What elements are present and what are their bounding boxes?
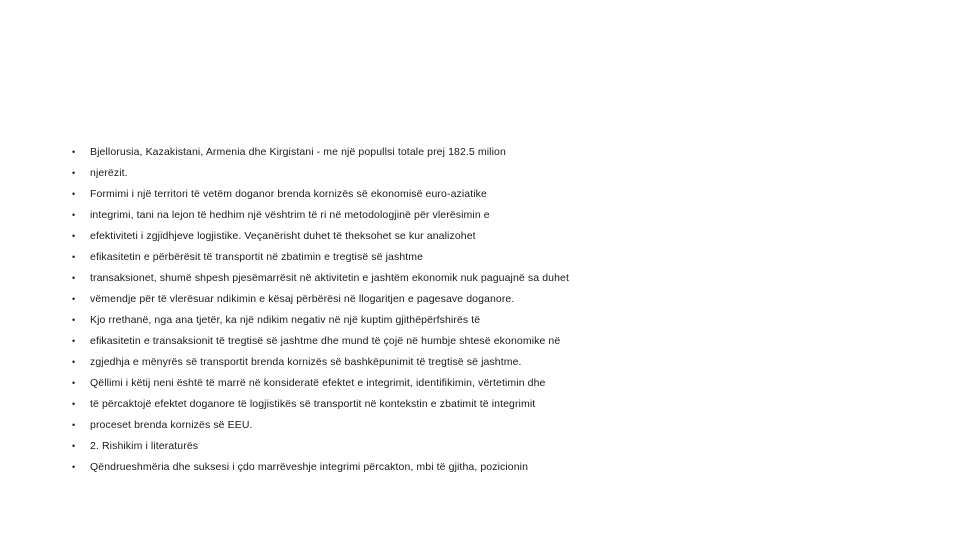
bullet-dot-icon: •: [72, 357, 76, 367]
list-item-text: efikasitetin e përbërësit të transportit në zbatimin e tregtisë së jashtme: [90, 251, 424, 263]
list-item-text: zgjedhja e mënyrës së transportit brenda kornizës së bashkëpunimit të tregtisë së jashtme.: [90, 356, 522, 368]
bullet-dot-icon: •: [72, 336, 76, 346]
list-item-text: transaksionet, shumë shpesh pjesëmarrësit në aktivitetin e jashtëm ekonomik nuk paguajnë sa duhet: [90, 272, 569, 284]
bullet-dot-icon: •: [72, 441, 76, 451]
bullet-dot-icon: •: [72, 315, 76, 325]
list-item-text: Qëndrueshmëria dhe suksesi i çdo marrëveshje integrimi përcakton, mbi të gjitha, pozicionin: [90, 461, 529, 473]
list-item-text: Bjellorusia, Kazakistani, Armenia dhe Kirgistani - me një popullsi totale prej 182.5 milion: [90, 146, 506, 158]
bullet-dot-icon: •: [72, 273, 76, 283]
bullet-dot-icon: •: [72, 420, 76, 430]
bullet-dot-icon: •: [72, 231, 76, 241]
list-item-text: 2. Rishikim i literaturës: [90, 440, 199, 452]
list-item-text: efektiviteti i zgjidhjeve logjistike. Veçanërisht duhet të theksohet se kur analizohet: [90, 230, 476, 242]
bullet-dot-icon: •: [72, 399, 76, 409]
list-item-text: vëmendje për të vlerësuar ndikimin e kësaj përbërësi në llogaritjen e pagesave doganore.: [90, 293, 515, 305]
list-item-text: integrimi, tani na lejon të hedhim një vështrim të ri në metodologjinë për vlerësimin e: [90, 209, 490, 221]
list-item-text: Kjo rrethanë, nga ana tjetër, ka një ndikim negativ në një kuptim gjithëpërfshirës të: [90, 314, 481, 326]
bullet-dot-icon: •: [72, 462, 76, 472]
list-item-text: të përcaktojë efektet doganore të logjistikës së transportit në kontekstin e zbatimit të integrimit: [90, 398, 536, 410]
list-item-text: Qëllimi i këtij neni është të marrë në konsideratë efektet e integrimit, identifikimin, vërtetimin dhe: [90, 377, 546, 389]
bullet-dot-icon: •: [72, 210, 76, 220]
list-item-text: njerëzit.: [90, 167, 128, 179]
list-item-text: proceset brenda kornizës së EEU.: [90, 419, 253, 431]
bullet-dot-icon: •: [72, 189, 76, 199]
bullet-dot-icon: •: [72, 252, 76, 262]
bullet-dot-icon: •: [72, 294, 76, 304]
list-item-text: Formimi i një territori të vetëm doganor brenda kornizës së ekonomisë euro-aziatike: [90, 188, 487, 200]
list-item-text: efikasitetin e transaksionit të tregtisë së jashtme dhe mund të çojë në humbje shtesë ekonomike në: [90, 335, 561, 347]
bullet-dot-icon: •: [72, 168, 76, 178]
bullet-dot-icon: •: [72, 147, 76, 157]
bullet-dot-icon: •: [72, 378, 76, 388]
